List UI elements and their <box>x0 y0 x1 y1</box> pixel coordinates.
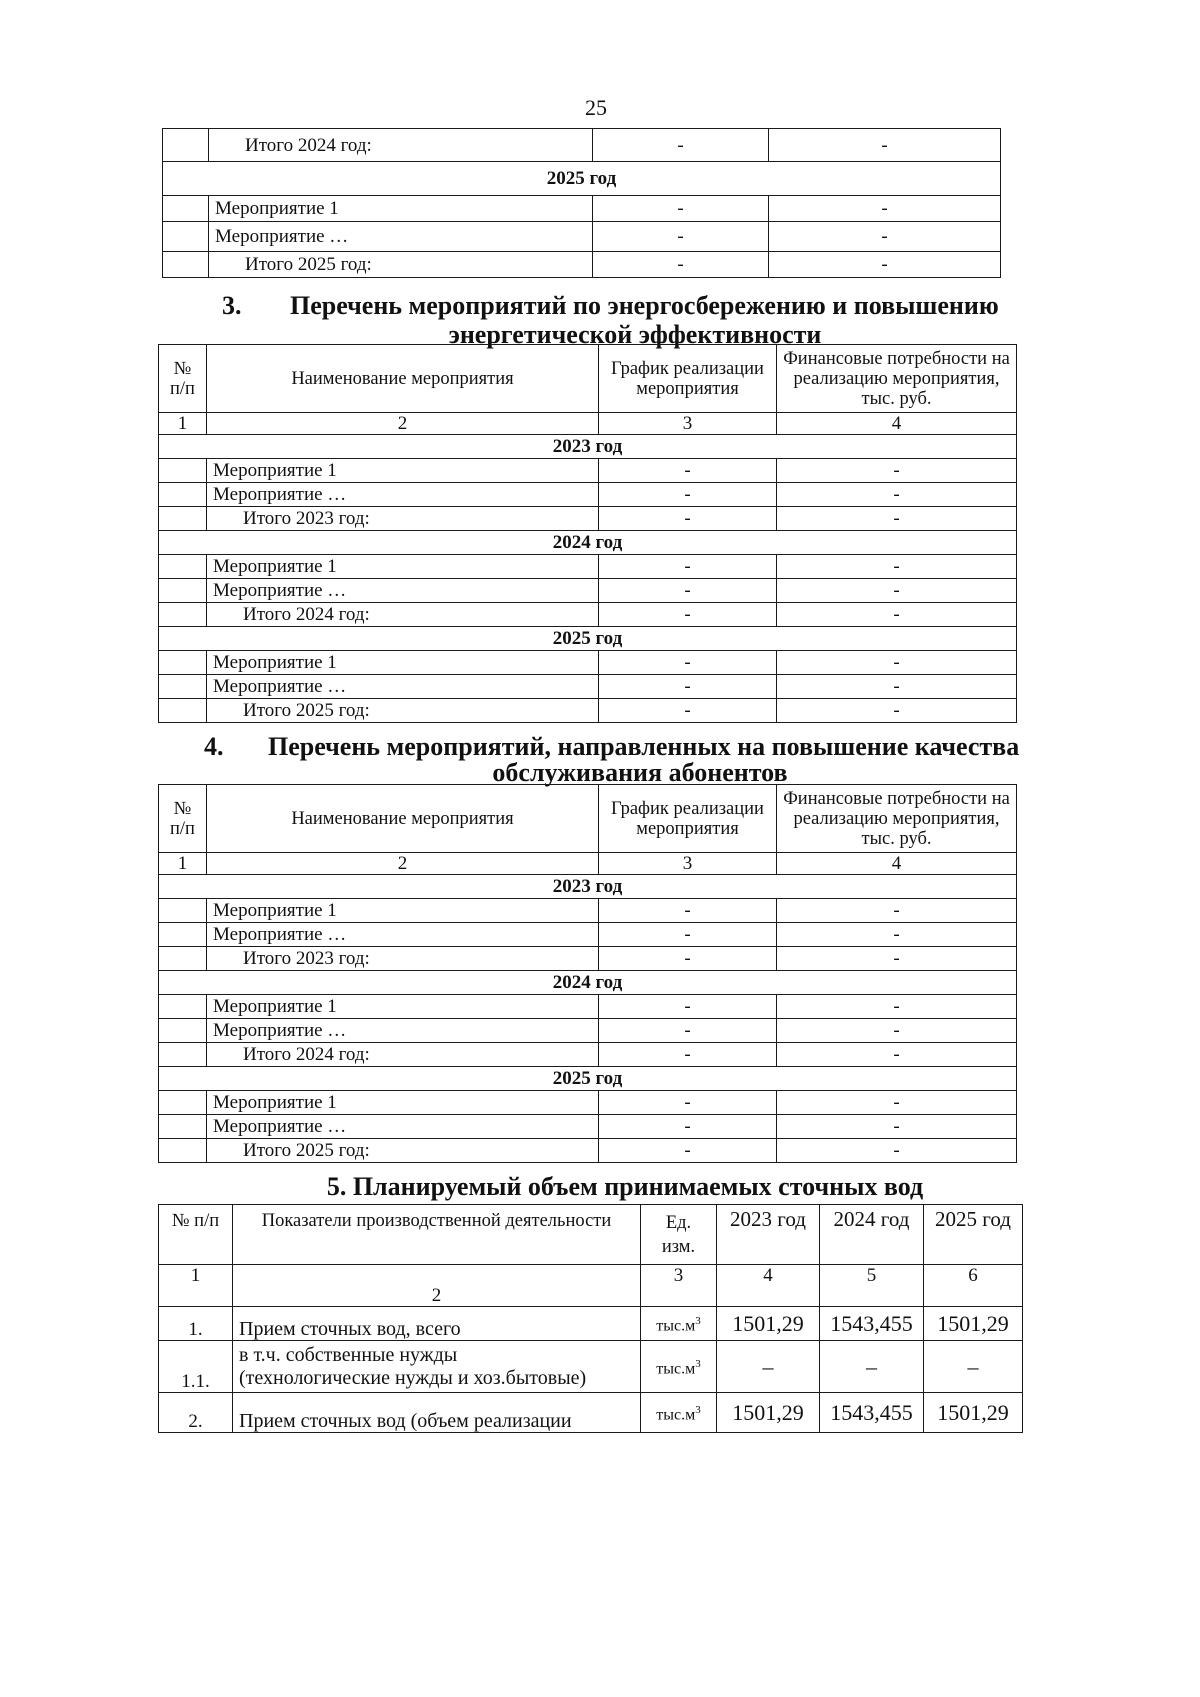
col-number: 2 <box>207 413 599 435</box>
finance-cell: - <box>777 995 1017 1019</box>
row-number: 1. <box>159 1307 233 1341</box>
header-row <box>159 785 1017 853</box>
unit-cell: $тыс.м^3$ <box>641 1393 717 1433</box>
page-number: 25 <box>585 95 607 120</box>
value-2024: 1543,455 <box>820 1307 924 1341</box>
schedule-cell: - <box>599 1115 777 1139</box>
schedule-cell: - <box>599 995 777 1019</box>
total-label: Итого 2025 год: <box>207 699 599 723</box>
event-row <box>159 651 1017 675</box>
year-label: 2023 год <box>159 875 1017 899</box>
name-header: Наименование мероприятия <box>207 345 599 413</box>
total-row <box>159 1139 1017 1163</box>
year-label: 2025 год <box>159 627 1017 651</box>
finance-cell: - <box>777 699 1017 723</box>
event-name: Мероприятие 1 <box>207 459 599 483</box>
schedule-cell: - <box>599 507 777 531</box>
col-number: 2 <box>233 1265 641 1307</box>
col-number: 4 <box>777 853 1017 875</box>
column-numbers-row <box>159 413 1017 435</box>
section-4-number: 4. <box>204 732 224 761</box>
section-3-number: 3. <box>222 291 242 320</box>
schedule-cell: - <box>599 699 777 723</box>
wastewater-volume-table <box>158 1204 1023 1433</box>
indicator-name: Прием сточных вод (объем реализации <box>233 1393 641 1433</box>
col-number: 5 <box>820 1265 924 1307</box>
finance-cell: - <box>777 603 1017 627</box>
event-row <box>159 1091 1017 1115</box>
unit-header: Ед. изм. <box>641 1205 717 1265</box>
schedule-cell: - <box>599 555 777 579</box>
finance-cell: - <box>777 483 1017 507</box>
event-row <box>159 675 1017 699</box>
event-row <box>159 1115 1017 1139</box>
row-number: 1.1. <box>159 1341 233 1393</box>
year-2023-header: 2023 год <box>717 1205 820 1265</box>
indicator-name <box>233 1341 641 1393</box>
year-row <box>159 627 1017 651</box>
value-2023: – <box>717 1341 820 1393</box>
year-row <box>159 1067 1017 1091</box>
total-label: Итого 2025 год: <box>207 1139 599 1163</box>
col-number: 3 <box>599 853 777 875</box>
schedule-cell: - <box>599 459 777 483</box>
finance-cell: - <box>777 1091 1017 1115</box>
col-number: 4 <box>777 413 1017 435</box>
year-label: 2023 год <box>159 435 1017 459</box>
total-label: Итого 2024 год: <box>207 603 599 627</box>
schedule-cell: - <box>599 651 777 675</box>
finance-cell: - <box>777 675 1017 699</box>
year-label: 2024 год <box>159 531 1017 555</box>
value-2024: 1543,455 <box>820 1393 924 1433</box>
col-number: 1 <box>159 1265 233 1307</box>
schedule-cell: - <box>599 923 777 947</box>
finance-header: Финансовые потребности на реализацию мероприятия, тыс. руб. <box>777 785 1017 853</box>
event-name: Мероприятие 1 <box>207 555 599 579</box>
year-row <box>159 435 1017 459</box>
schedule-cell: - <box>593 196 769 222</box>
event-row <box>163 196 1001 222</box>
total-label: Итого 2023 год: <box>207 507 599 531</box>
total-row <box>159 699 1017 723</box>
top-events-table <box>162 128 1001 278</box>
indicator-header: Показатели производственной деятельности <box>233 1205 641 1265</box>
data-row <box>159 1341 1023 1393</box>
schedule-cell: - <box>599 1091 777 1115</box>
total-row <box>159 1043 1017 1067</box>
col-number: 3 <box>599 413 777 435</box>
finance-cell: - <box>769 129 1001 162</box>
header-row <box>159 1205 1023 1265</box>
total-label: Итого 2024 год: <box>209 129 593 162</box>
col-number: 6 <box>924 1265 1023 1307</box>
finance-cell: - <box>777 1115 1017 1139</box>
year-row <box>163 162 1001 196</box>
indicator-name: Прием сточных вод, всего <box>233 1307 641 1341</box>
event-name: Мероприятие 1 <box>209 196 593 222</box>
total-label: Итого 2023 год: <box>207 947 599 971</box>
year-row <box>159 875 1017 899</box>
schedule-cell: - <box>599 1043 777 1067</box>
event-name: Мероприятие … <box>207 579 599 603</box>
event-row <box>159 923 1017 947</box>
finance-cell: - <box>777 947 1017 971</box>
value-2024: – <box>820 1341 924 1393</box>
schedule-cell: - <box>599 947 777 971</box>
total-row <box>159 603 1017 627</box>
event-name: Мероприятие 1 <box>207 995 599 1019</box>
indicator-name-line: (технологические нужды и хоз.бытовые) <box>239 1366 587 1389</box>
finance-cell: - <box>777 899 1017 923</box>
total-row <box>159 947 1017 971</box>
year-2025-header: 2025 год <box>924 1205 1023 1265</box>
finance-cell: - <box>777 651 1017 675</box>
schedule-cell: - <box>593 129 769 162</box>
finance-cell: - <box>769 196 1001 222</box>
schedule-cell: - <box>599 579 777 603</box>
total-row <box>159 507 1017 531</box>
total-label: Итого 2025 год: <box>209 252 593 278</box>
event-name: Мероприятие 1 <box>207 651 599 675</box>
year-row <box>159 531 1017 555</box>
event-row <box>159 459 1017 483</box>
event-name: Мероприятие … <box>207 483 599 507</box>
schedule-cell: - <box>599 675 777 699</box>
finance-header: Финансовые потребности на реализацию мероприятия, тыс. руб. <box>777 345 1017 413</box>
schedule-header: График реализации мероприятия <box>599 785 777 853</box>
section-3-title-line2: энергетической эффективности <box>448 320 822 349</box>
service-quality-events-table <box>158 784 1017 1163</box>
event-name: Мероприятие … <box>207 923 599 947</box>
header-row <box>159 345 1017 413</box>
year-label: 2025 год <box>163 162 1001 196</box>
column-numbers-row <box>159 1265 1023 1307</box>
col-number: 1 <box>159 413 207 435</box>
energy-events-table <box>158 344 1017 723</box>
event-row <box>159 483 1017 507</box>
year-label: 2025 год <box>159 1067 1017 1091</box>
schedule-cell: - <box>599 483 777 507</box>
year-row <box>159 971 1017 995</box>
section-4-title-line2: обслуживания абонентов <box>492 758 788 787</box>
finance-cell: - <box>777 459 1017 483</box>
event-row <box>159 1019 1017 1043</box>
event-name: Мероприятие 1 <box>207 1091 599 1115</box>
event-name: Мероприятие … <box>207 675 599 699</box>
year-2024-header: 2024 год <box>820 1205 924 1265</box>
row-number: 2. <box>159 1393 233 1433</box>
finance-cell: - <box>769 252 1001 278</box>
total-row-2024 <box>163 129 1001 162</box>
name-header: Наименование мероприятия <box>207 785 599 853</box>
finance-cell: - <box>777 923 1017 947</box>
value-2025: 1501,29 <box>924 1393 1023 1433</box>
num-header: № п/п <box>159 785 207 853</box>
section-3-title-line1: Перечень мероприятий по энергосбережению и повышению <box>290 291 999 320</box>
section-5-title: 5. Планируемый объем принимаемых сточных вод <box>326 1172 924 1201</box>
schedule-cell: - <box>593 252 769 278</box>
indicator-name-line: в т.ч. собственные нужды <box>239 1343 458 1366</box>
unit-cell: $тыс.м^3$ <box>641 1307 717 1341</box>
col-number: 4 <box>717 1265 820 1307</box>
finance-cell: - <box>777 1043 1017 1067</box>
data-row <box>159 1307 1023 1341</box>
value-2025: 1501,29 <box>924 1307 1023 1341</box>
event-name: Мероприятие … <box>207 1115 599 1139</box>
finance-cell: - <box>777 555 1017 579</box>
unit-cell: $тыс.м^3$ <box>641 1341 717 1393</box>
value-2023: 1501,29 <box>717 1307 820 1341</box>
event-name: Мероприятие … <box>207 1019 599 1043</box>
event-name: Мероприятие … <box>209 222 593 252</box>
num-header: № п/п <box>159 345 207 413</box>
total-label: Итого 2024 год: <box>207 1043 599 1067</box>
finance-cell: - <box>777 1019 1017 1043</box>
col-number: 1 <box>159 853 207 875</box>
schedule-cell: - <box>599 1019 777 1043</box>
finance-cell: - <box>777 579 1017 603</box>
value-2023: 1501,29 <box>717 1393 820 1433</box>
year-label: 2024 год <box>159 971 1017 995</box>
finance-cell: - <box>777 507 1017 531</box>
col-number: 2 <box>207 853 599 875</box>
event-name: Мероприятие 1 <box>207 899 599 923</box>
schedule-cell: - <box>599 1139 777 1163</box>
event-row <box>159 995 1017 1019</box>
col-number: 3 <box>641 1265 717 1307</box>
schedule-cell: - <box>593 222 769 252</box>
column-numbers-row <box>159 853 1017 875</box>
event-row <box>163 222 1001 252</box>
schedule-cell: - <box>599 603 777 627</box>
event-row <box>159 899 1017 923</box>
event-row <box>159 579 1017 603</box>
data-row <box>159 1393 1023 1433</box>
event-row <box>159 555 1017 579</box>
total-row-2025 <box>163 252 1001 278</box>
value-2025: – <box>924 1341 1023 1393</box>
schedule-cell: - <box>599 899 777 923</box>
section-4-title-line1: Перечень мероприятий, направленных на повышение качества <box>268 732 1020 761</box>
num-header: № п/п <box>159 1205 233 1265</box>
schedule-header: График реализации мероприятия <box>599 345 777 413</box>
finance-cell: - <box>777 1139 1017 1163</box>
finance-cell: - <box>769 222 1001 252</box>
